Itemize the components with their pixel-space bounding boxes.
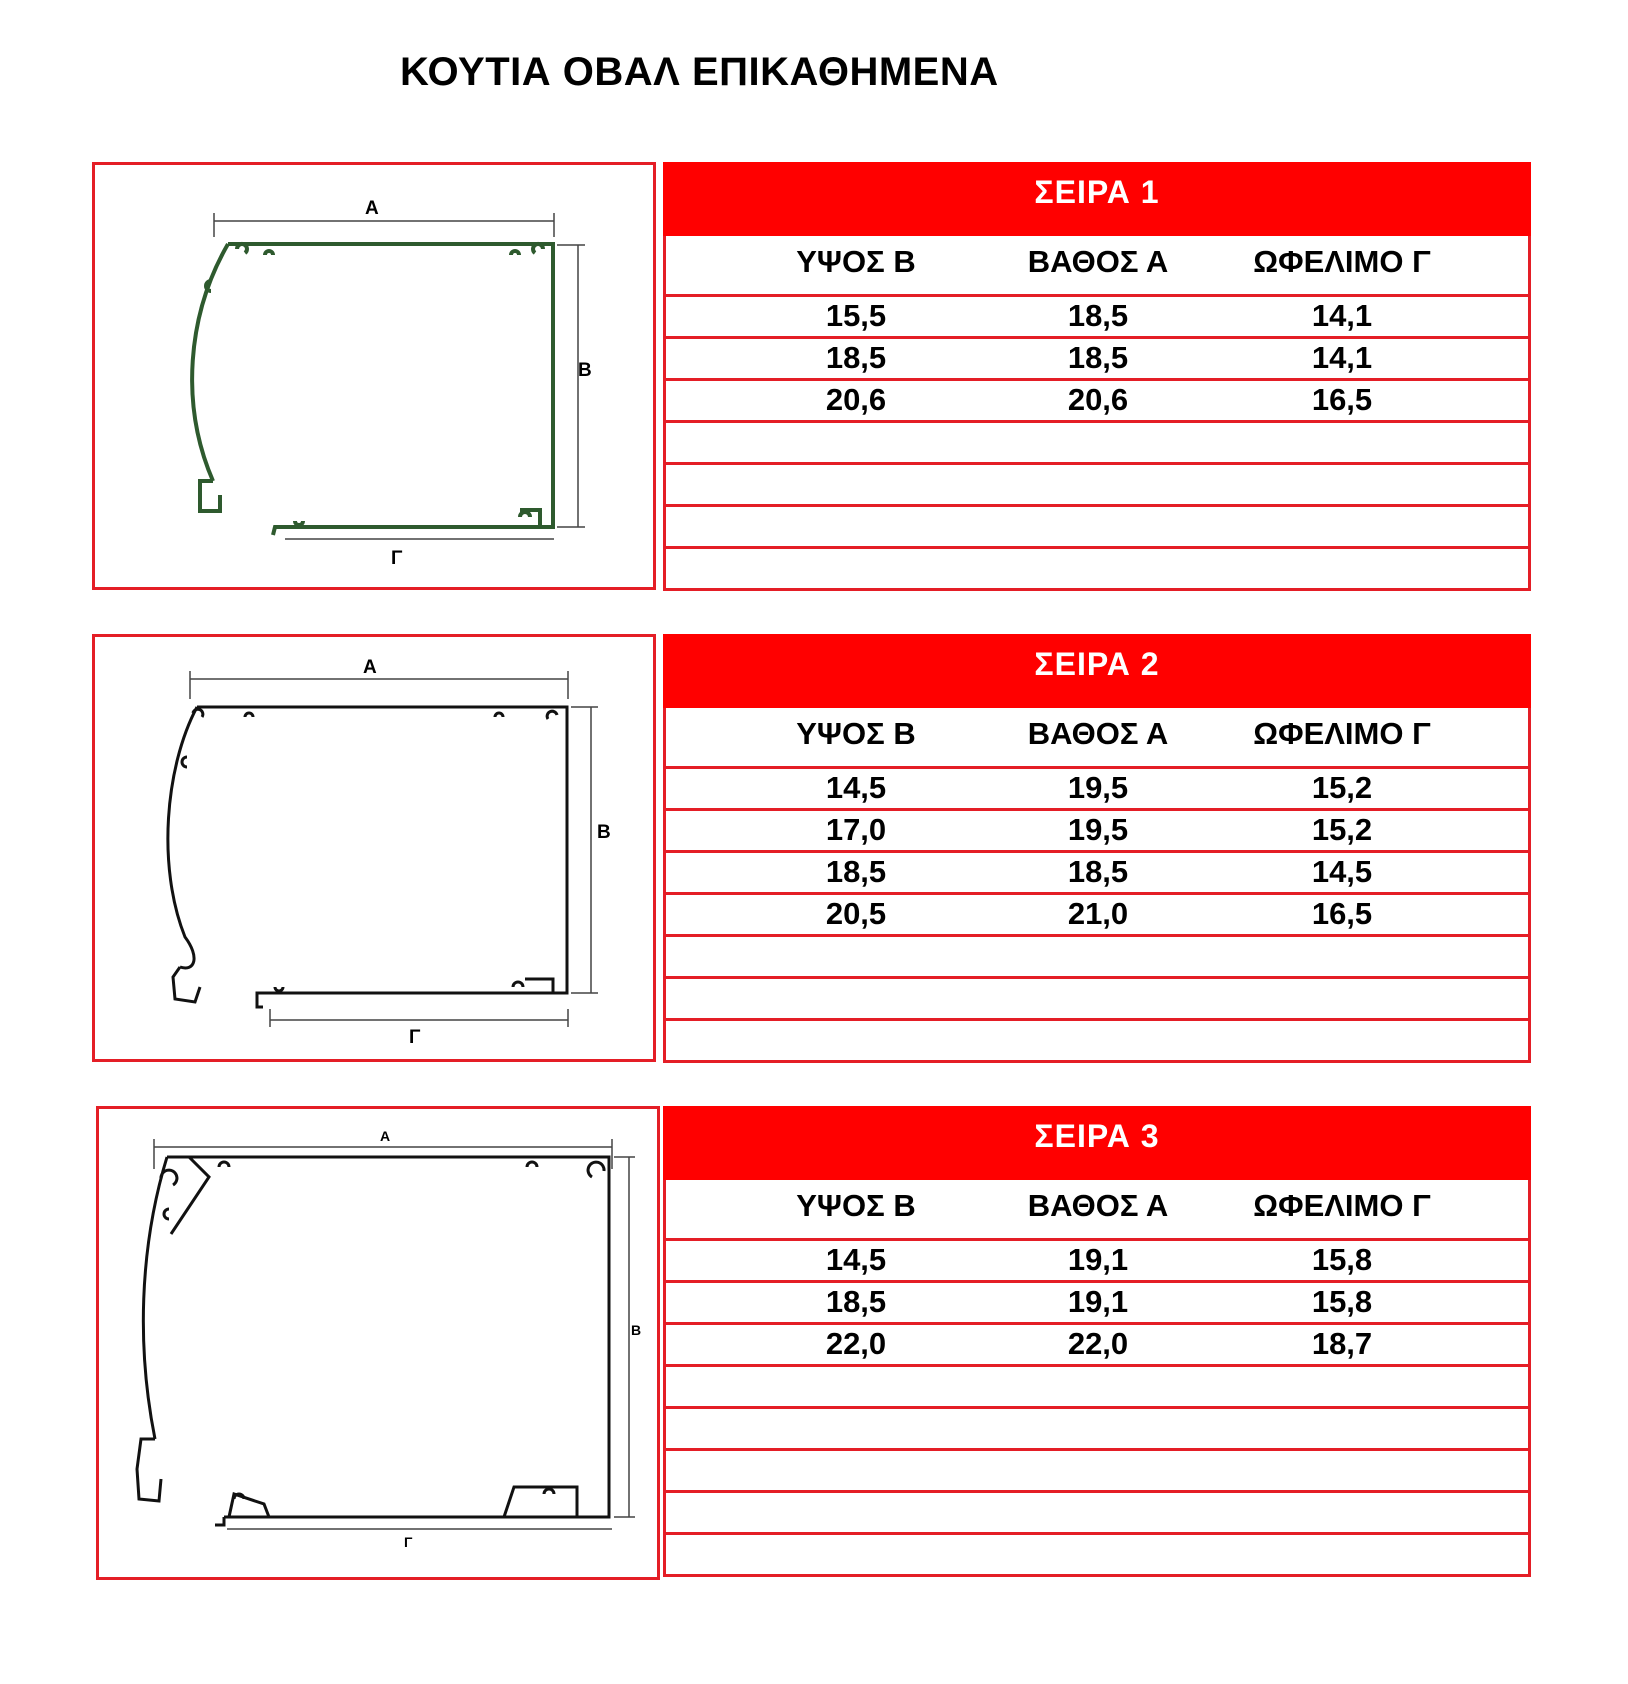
dimension-g-label: Γ [404, 1534, 413, 1550]
cell-depth: 20,6 [1067, 382, 1129, 417]
table-row [663, 1241, 1531, 1283]
cell-height: 20,5 [825, 896, 887, 931]
table-row-empty [663, 937, 1531, 979]
cell-useful: 15,8 [1311, 1284, 1373, 1319]
profile-drawing-1 [95, 165, 653, 587]
cell-useful: 16,5 [1311, 382, 1373, 417]
series-3-drawing [96, 1106, 660, 1580]
table-row-empty [663, 1021, 1531, 1063]
column-height: ΥΨΟΣ Β [796, 716, 916, 751]
series-2-table [663, 634, 1531, 1063]
table-row-empty [663, 507, 1531, 549]
cell-depth: 19,1 [1067, 1284, 1129, 1319]
cell-depth: 18,5 [1067, 340, 1129, 375]
table-row [663, 853, 1531, 895]
table-row [663, 811, 1531, 853]
dimension-a-label: Α [365, 198, 379, 219]
cell-height: 14,5 [825, 1242, 887, 1277]
dimension-g-label: Γ [391, 548, 403, 569]
table-row [663, 1283, 1531, 1325]
dimension-g-label: Γ [409, 1027, 421, 1048]
dimension-b-label: Β [631, 1322, 642, 1338]
cell-height: 20,6 [825, 382, 887, 417]
column-header-row [663, 1180, 1531, 1241]
table-row-empty [663, 979, 1531, 1021]
table-row-empty [663, 549, 1531, 591]
series-3-table [663, 1106, 1531, 1577]
cell-useful: 16,5 [1311, 896, 1373, 931]
table-row [663, 895, 1531, 937]
column-depth: ΒΑΘΟΣ Α [1027, 244, 1169, 279]
page-title: ΚΟΥΤΙΑ ΟΒΑΛ ΕΠΙΚΑΘΗΜΕΝΑ [400, 50, 999, 94]
cell-useful: 15,2 [1311, 770, 1373, 805]
table-row [663, 297, 1531, 339]
cell-depth: 21,0 [1067, 896, 1129, 931]
cell-useful: 15,8 [1311, 1242, 1373, 1277]
profile-drawing-3 [99, 1109, 657, 1577]
column-header-row [663, 236, 1531, 297]
table-row-empty [663, 1493, 1531, 1535]
table-row-empty [663, 1367, 1531, 1409]
cell-height: 14,5 [825, 770, 887, 805]
column-header-row [663, 708, 1531, 769]
column-useful: ΩΦΕΛΙΜΟ Γ [1253, 716, 1431, 751]
column-useful: ΩΦΕΛΙΜΟ Γ [1253, 244, 1431, 279]
cell-useful: 15,2 [1311, 812, 1373, 847]
cell-depth: 22,0 [1067, 1326, 1129, 1361]
table-row-empty [663, 465, 1531, 507]
dimension-b-label: Β [597, 822, 611, 843]
profile-drawing-2 [95, 637, 653, 1059]
cell-height: 22,0 [825, 1326, 887, 1361]
cell-height: 15,5 [825, 298, 887, 333]
cell-depth: 19,5 [1067, 770, 1129, 805]
cell-depth: 19,5 [1067, 812, 1129, 847]
series-1-table [663, 162, 1531, 591]
table-row-empty [663, 1535, 1531, 1577]
table-row-empty [663, 1451, 1531, 1493]
column-useful: ΩΦΕΛΙΜΟ Γ [1253, 1188, 1431, 1223]
series-1-section [0, 162, 1628, 602]
cell-useful: 14,1 [1311, 340, 1373, 375]
column-depth: ΒΑΘΟΣ Α [1027, 1188, 1169, 1223]
cell-useful: 14,5 [1311, 854, 1373, 889]
series-3-section [0, 1106, 1628, 1586]
cell-height: 18,5 [825, 854, 887, 889]
series-1-drawing [92, 162, 656, 590]
dimension-b-label: Β [578, 360, 592, 381]
dimension-a-label: Α [363, 657, 377, 678]
column-depth: ΒΑΘΟΣ Α [1027, 716, 1169, 751]
table-row [663, 1325, 1531, 1367]
column-height: ΥΨΟΣ Β [796, 244, 916, 279]
table-row-empty [663, 423, 1531, 465]
series-2-section [0, 634, 1628, 1074]
cell-height: 18,5 [825, 340, 887, 375]
cell-useful: 14,1 [1311, 298, 1373, 333]
series-2-drawing [92, 634, 656, 1062]
dimension-a-label: Α [380, 1128, 391, 1144]
column-height: ΥΨΟΣ Β [796, 1188, 916, 1223]
series-1-header: ΣΕΙΡΑ 1 [663, 162, 1531, 236]
series-2-header: ΣΕΙΡΑ 2 [663, 634, 1531, 708]
cell-depth: 18,5 [1067, 298, 1129, 333]
cell-useful: 18,7 [1311, 1326, 1373, 1361]
series-3-header: ΣΕΙΡΑ 3 [663, 1106, 1531, 1180]
cell-height: 17,0 [825, 812, 887, 847]
cell-height: 18,5 [825, 1284, 887, 1319]
cell-depth: 18,5 [1067, 854, 1129, 889]
table-row [663, 381, 1531, 423]
table-row [663, 769, 1531, 811]
table-row [663, 339, 1531, 381]
cell-depth: 19,1 [1067, 1242, 1129, 1277]
table-row-empty [663, 1409, 1531, 1451]
